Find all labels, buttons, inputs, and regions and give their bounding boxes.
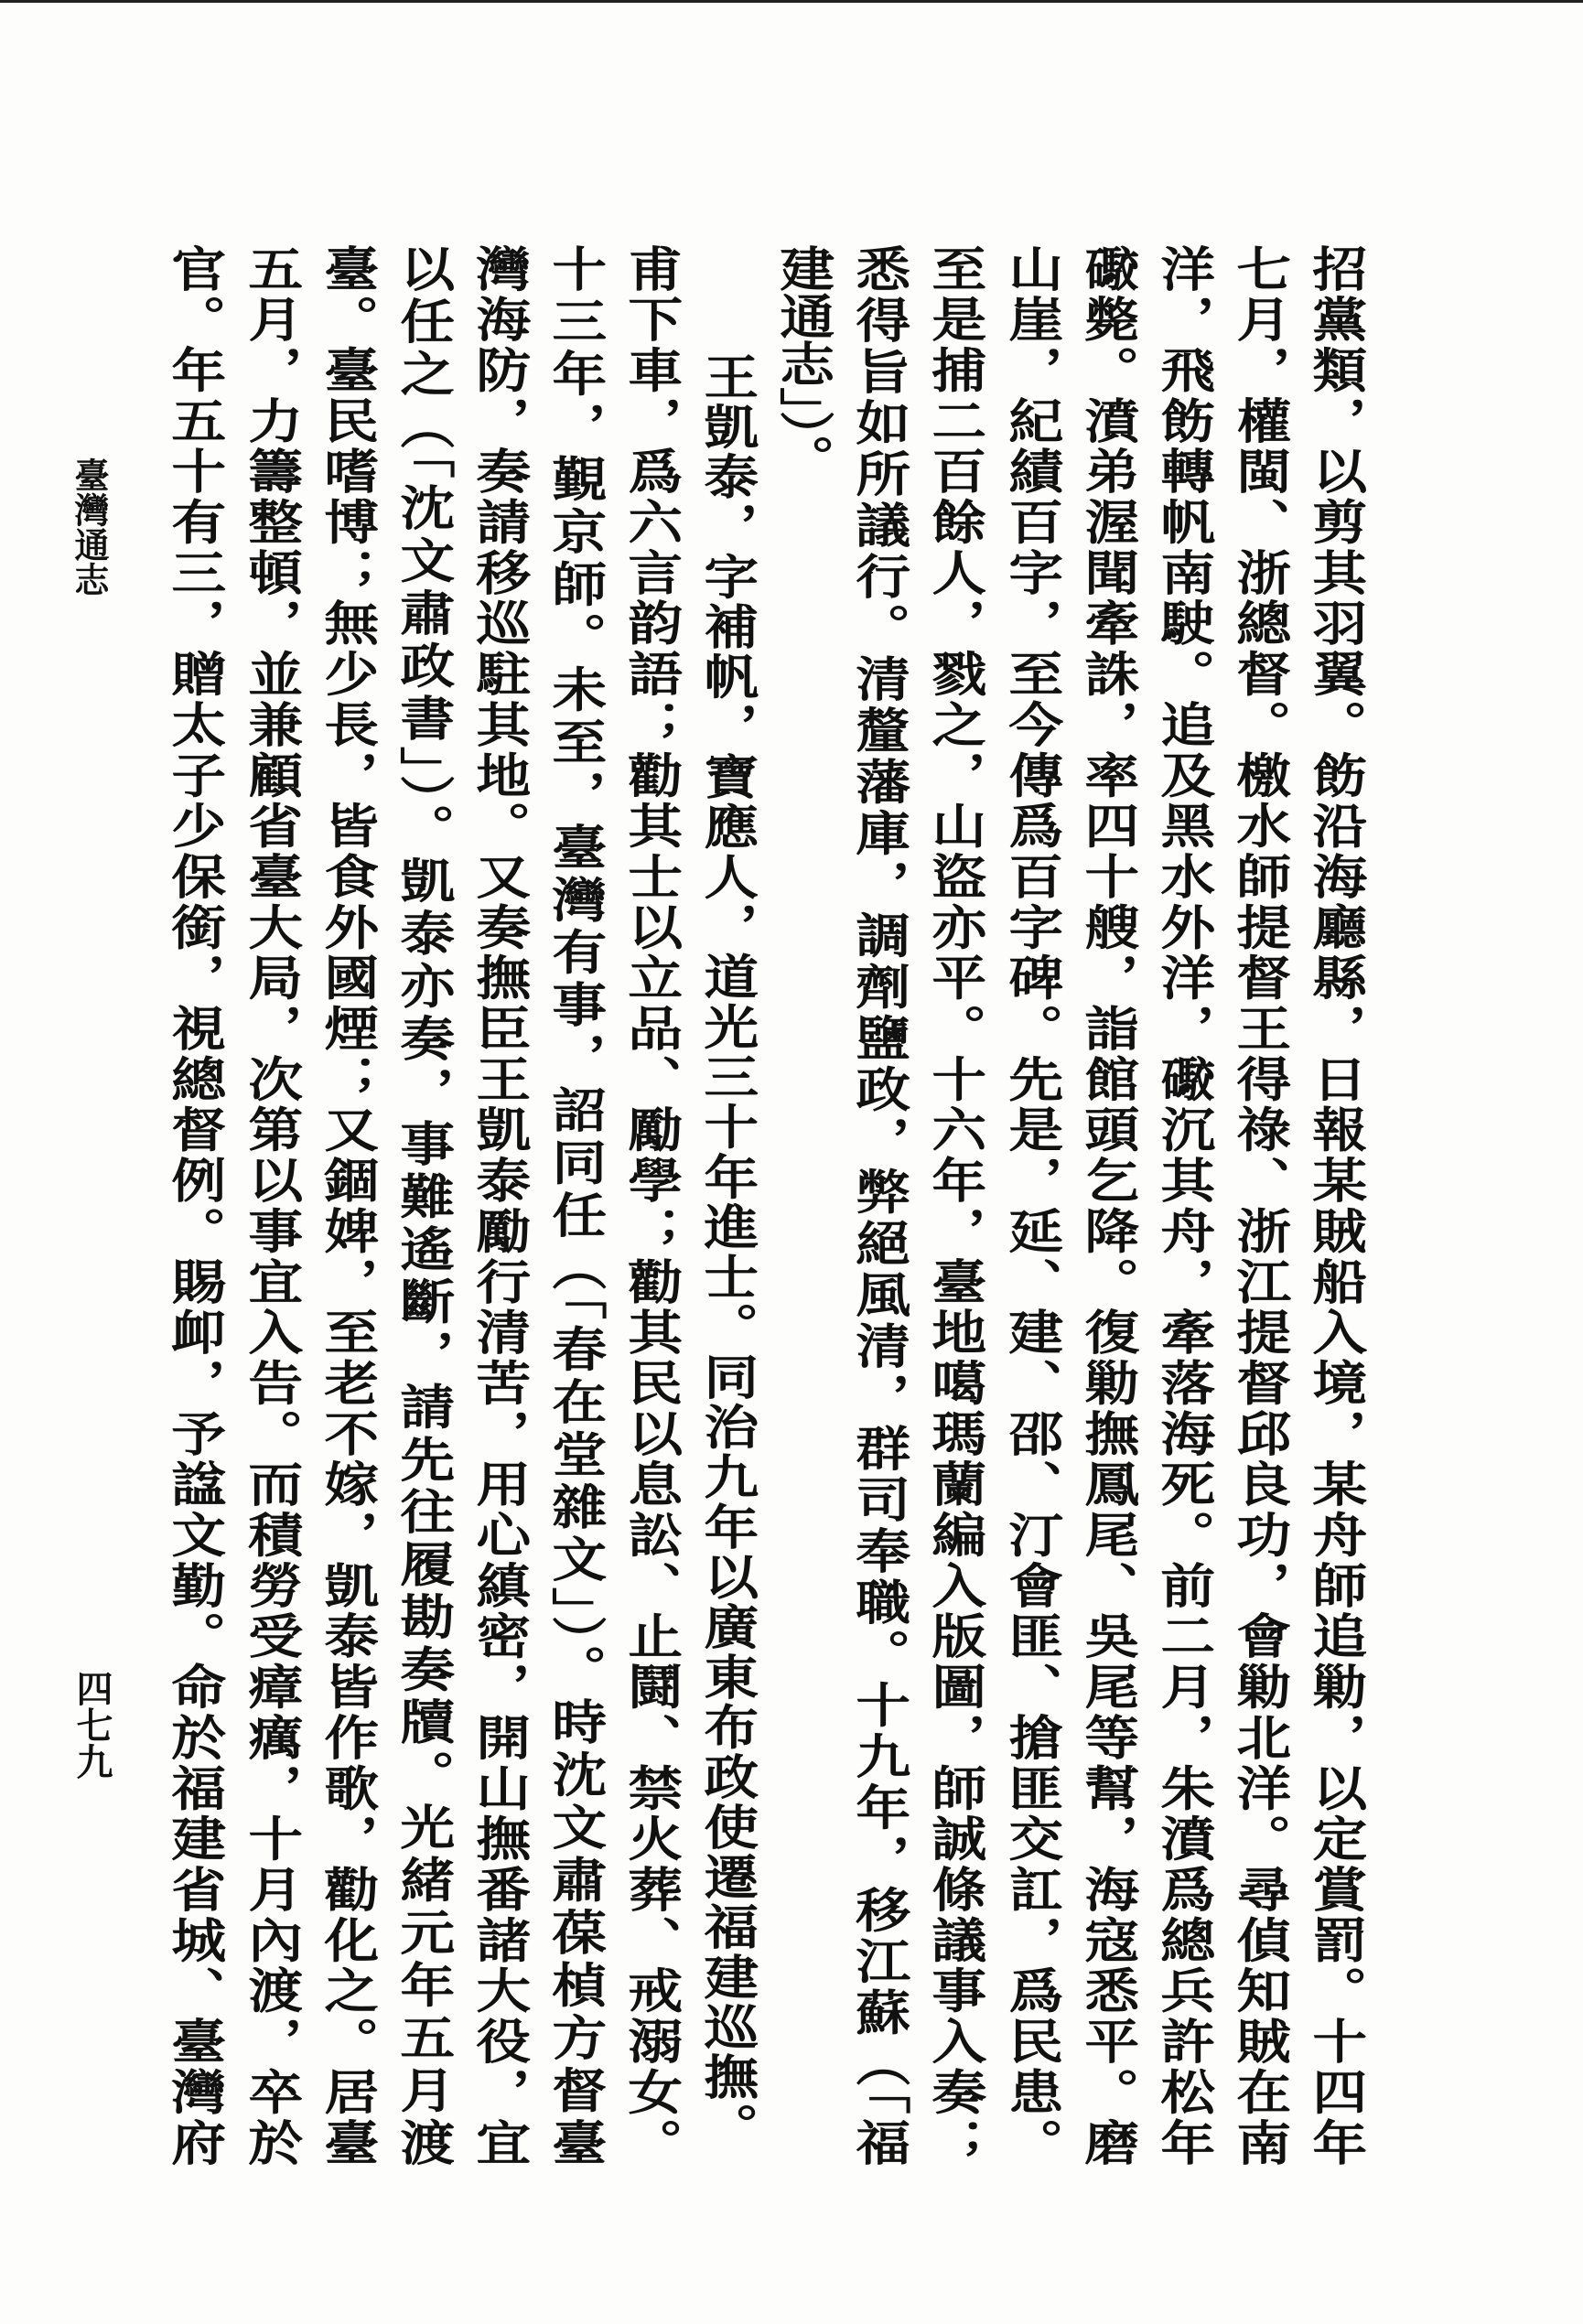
page-number: 四七九 [70,1670,113,1780]
running-title: 臺灣通志 [69,457,110,597]
text-column: 礮斃。濆弟渥聞牽誅，率四十艘，詣館頭乞降。復勦撫鳳尾、吳尾等幫，海寇悉平。磨 [1074,244,1139,2166]
text-column: 灣海防，奏請移巡駐其地。又奏撫臣王凱泰勵行清苦，用心縝密，開山撫番諸大役，宜 [466,244,531,2166]
text-column: 悉得旨如所議行。清釐藩庫，調劑鹽政，弊絕風清，群司奉職。十九年，移江蘇（「福 [845,244,910,2166]
page-top-edge [0,0,1583,3]
text-column: 山崖，紀績百字，至今傳爲百字碑。先是，延、建、邵、汀會匪、搶匪交訌，爲民患。 [998,244,1063,2166]
text-column: 以任之（「沈文肅政書」）。凱泰亦奏，事難遙斷，請先往履勘奏牘。光緒元年五月渡 [390,244,455,2166]
text-column: 十三年，覲京師。未至，臺灣有事，詔同任（「春在堂雜文」）。時沈文肅葆楨方督臺 [542,244,607,2166]
text-column: 臺。臺民嗜博；無少長，皆食外國煙；又錮婢，至老不嫁，凱泰皆作歌，勸化之。居臺 [314,244,379,2166]
text-column-paragraph-end: 建通志」）。 [770,244,835,482]
text-column: 官。年五十有三，贈太子少保銜，視總督例。賜卹，予諡文勤。命於福建省城、臺灣府 [161,244,226,2166]
text-column: 至是捕二百餘人，戮之，山盜亦平。十六年，臺地噶瑪蘭編入版圖，師誠條議事入奏； [921,244,986,2166]
text-column-paragraph-start: 王凱泰，字補帆，寶應人，道光三十年進士。同治九年以廣東布政使遷福建巡撫。 [694,352,759,2150]
text-column: 七月，權閩、浙總督。檄水師提督王得祿、浙江提督邱良功，會勦北洋。尋偵知賊在南 [1226,244,1291,2166]
text-column: 招黨類，以剪其羽翼。飭沿海廳縣，日報某賊船入境，某舟師追勦，以定賞罰。十四年 [1302,244,1367,2166]
text-column: 洋，飛飭轉帆南駛。追及黑水外洋，礮沉其舟，牽落海死。前二月，朱濆爲總兵許松年 [1150,244,1215,2166]
text-column: 甫下車，爲六言韵語；勸其士以立品、勵學；勸其民以息訟、止鬪、禁火葬、戒溺女。 [618,244,683,2166]
text-column: 五月，力籌整頓，並兼顧省臺大局，次第以事宜入告。而積勞受瘴癘，十月內渡，卒於 [238,244,303,2166]
